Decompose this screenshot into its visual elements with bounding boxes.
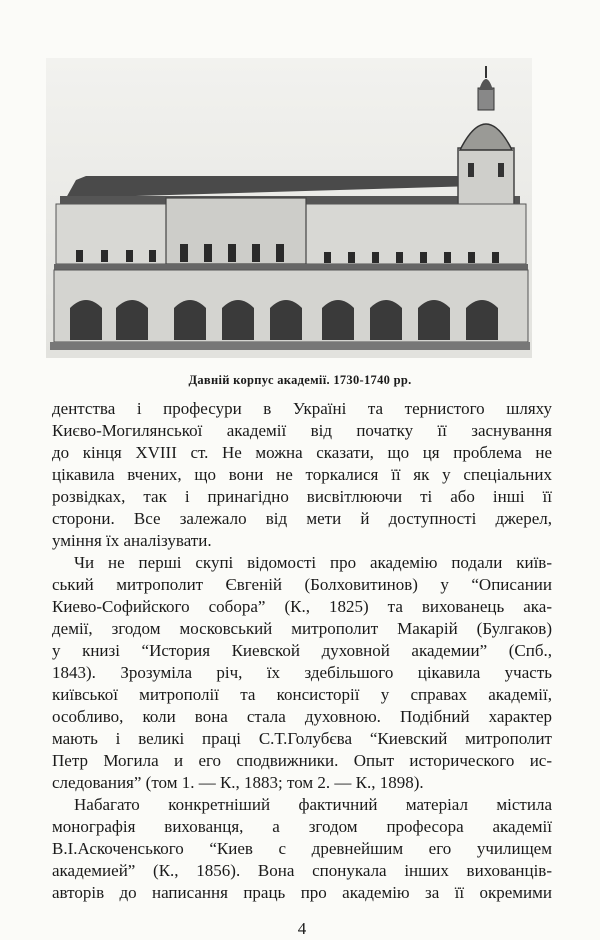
text-line: Києво-Могилянської академії від початку її заснування	[52, 421, 552, 440]
text-line: розвідках, так і принагідно висвітлюючи ті або інші її	[52, 487, 552, 506]
text-line: цікавила вчених, що вони не торкалися її як у спеціальних	[52, 465, 552, 484]
text-line: авторів до написання праць про академію за її окремими	[52, 883, 552, 902]
paragraph	[52, 794, 552, 904]
body-text	[52, 398, 552, 904]
paragraph	[52, 398, 552, 552]
text-line: 1843). Зрозуміла річ, їх здебільшого цікавила участь	[52, 663, 552, 682]
text-line: сторони. Все залежало від мети й доступності джерел,	[52, 509, 552, 528]
text-line: до кінця XVIII ст. Не можна сказати, що ця проблема не	[52, 443, 552, 462]
text-line: дентства і професури в Україні та тернистого шляху	[52, 399, 552, 418]
text-line: мають і великі праці С.Т.Голубєва “Киевский митрополит	[52, 729, 552, 748]
page-number: 4	[297, 919, 307, 938]
text-line: академией” (К., 1856). Вона спонукала інших вихованців-	[52, 861, 552, 880]
figure-caption: Давній корпус академії. 1730-1740 рр.	[188, 373, 412, 387]
text-line: монографія вихованця, а згодом професора академії	[52, 817, 552, 836]
text-line: демії, згодом московський митрополит Макарій (Булгаков)	[52, 619, 552, 638]
text-line: київської митрополії та консисторії у справах академії,	[52, 685, 552, 704]
academy-building-illustration	[46, 58, 532, 358]
text-line: следования” (том 1. — К., 1883; том 2. — К., 1898).	[52, 773, 424, 792]
text-line: Петр Могила и его сподвижники. Опыт исторического ис-	[52, 751, 552, 770]
paragraph	[52, 552, 552, 794]
text-line: В.І.Аскоченського “Киев с древнейшим его училищем	[52, 839, 552, 858]
text-line: Набагато конкретніший фактичний матеріал містила	[74, 795, 552, 814]
text-line: особливо, коли вона стала духовною. Подібний характер	[52, 707, 552, 726]
text-line: уміння їх аналізувати.	[52, 531, 212, 550]
text-line: у книзі “История Киевской духовной академии” (Спб.,	[52, 641, 552, 660]
text-line: Чи не перші скупі відомості про академію подали київ-	[74, 553, 552, 572]
text-line: ський митрополит Євгеній (Болховитинов) у “Описании	[52, 575, 552, 594]
page-text-flow	[52, 398, 552, 940]
text-line: Киево-Софийского собора” (К., 1825) та вихованець ака-	[52, 597, 552, 616]
